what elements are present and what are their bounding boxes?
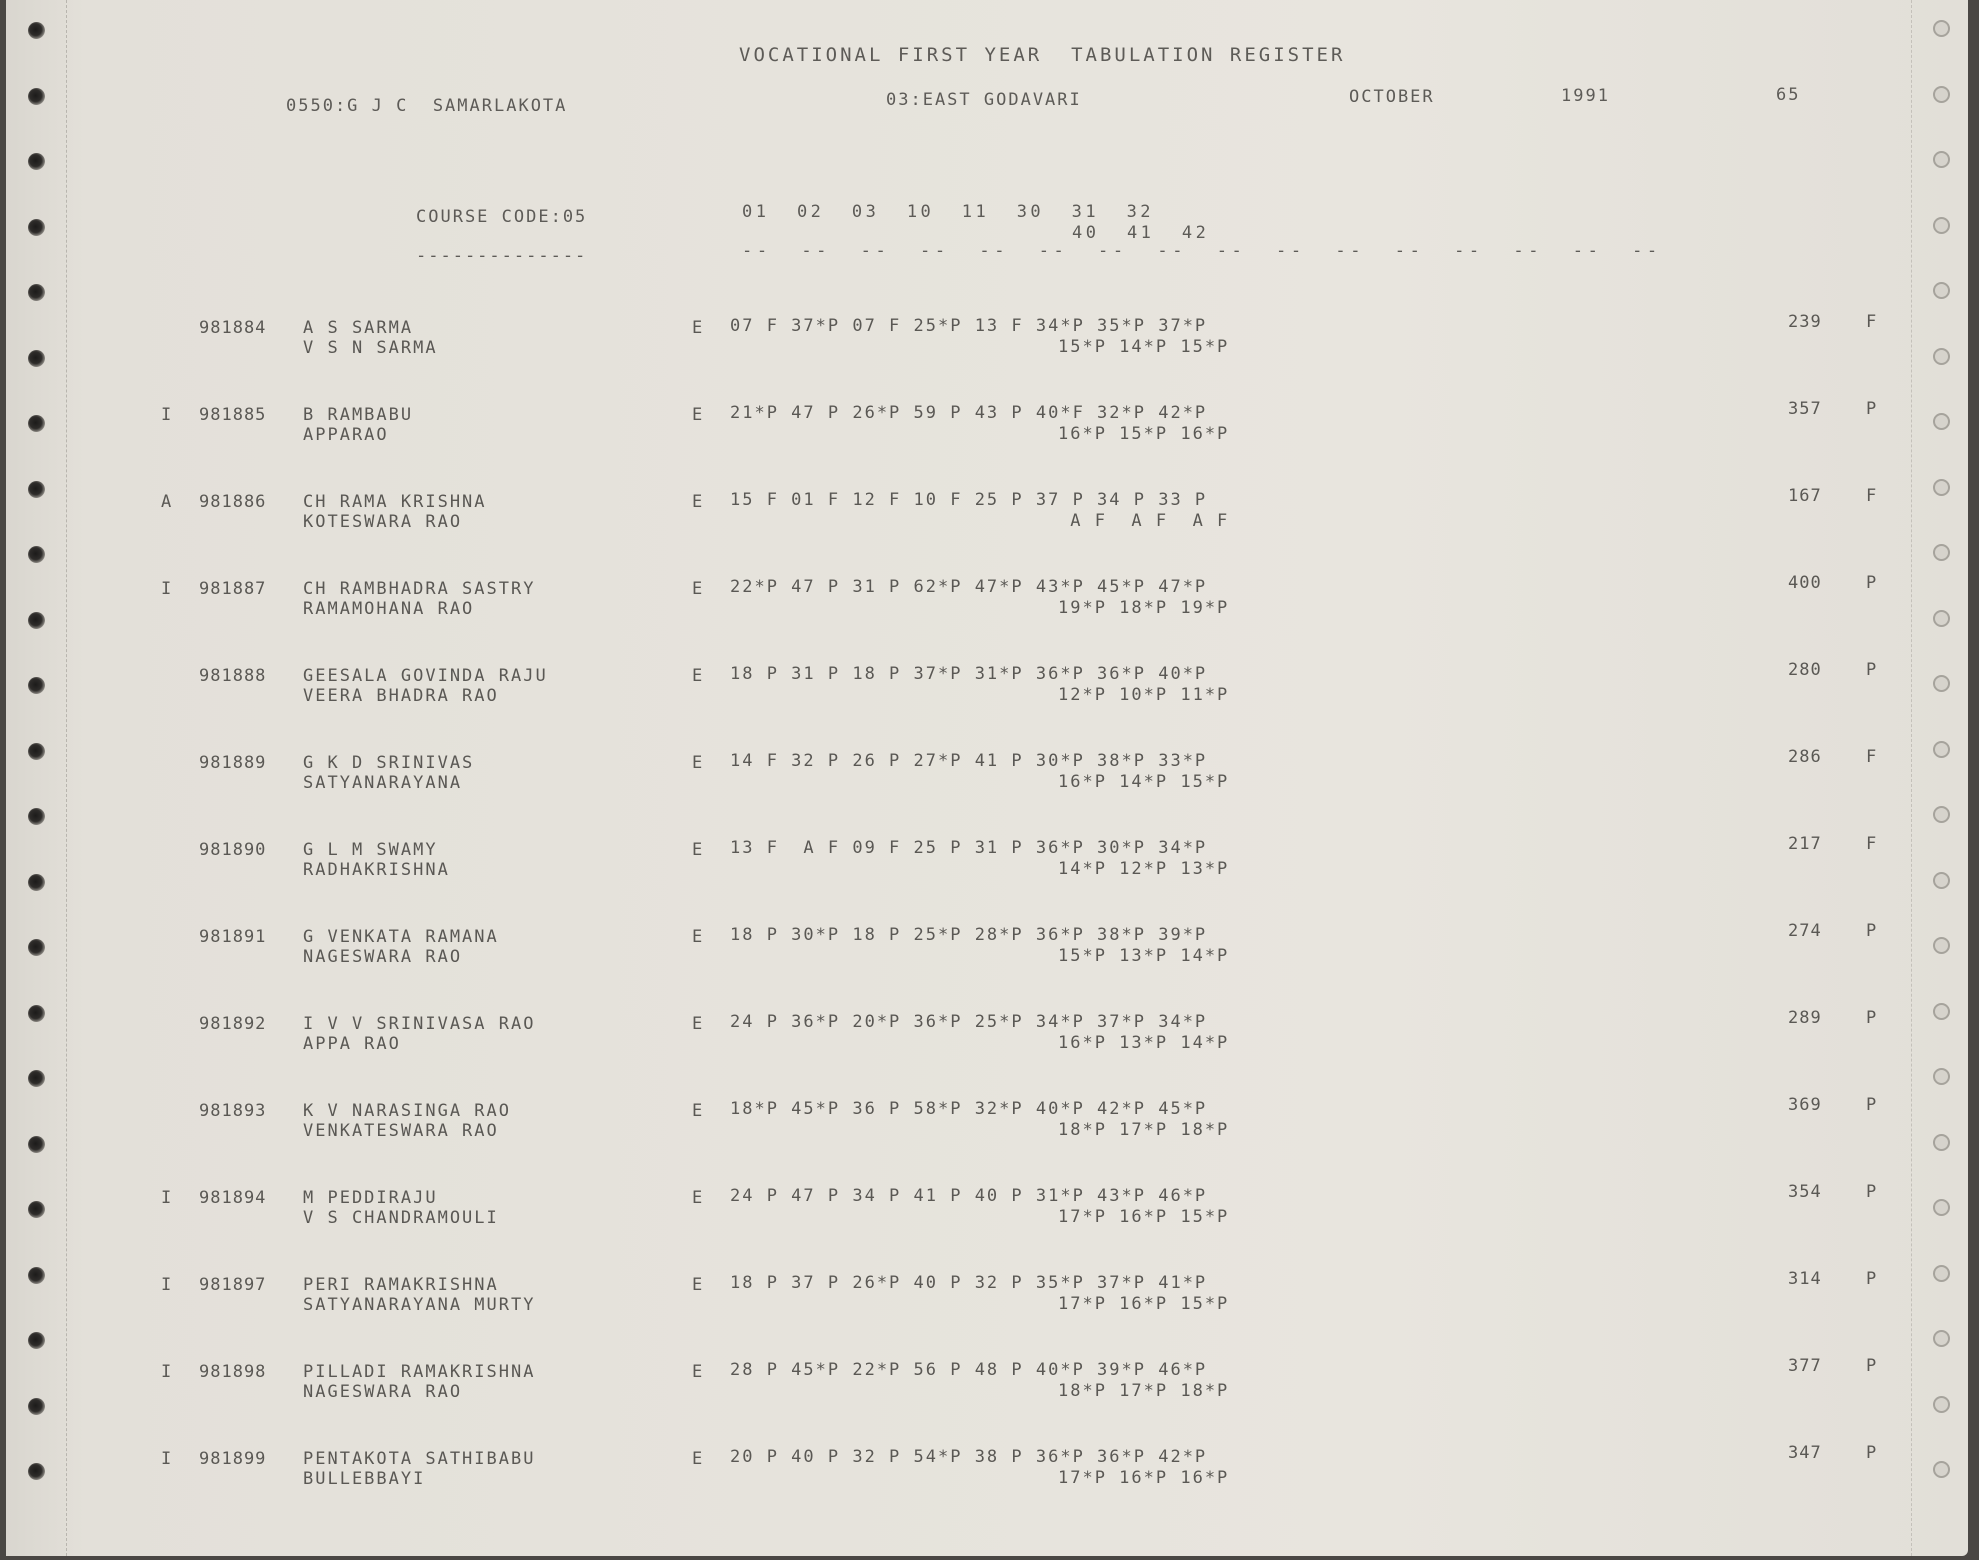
subject-codes-row1: 01 02 03 10 11 30 31 32 bbox=[742, 202, 1155, 222]
register-title: VOCATIONAL FIRST YEAR TABULATION REGISTER bbox=[739, 44, 1346, 66]
total-marks: 239 bbox=[1788, 312, 1822, 332]
student-flag: I bbox=[161, 1188, 173, 1208]
sprocket-hole-right bbox=[1933, 1068, 1950, 1085]
medium-code: E bbox=[692, 318, 704, 338]
sprocket-hole-right bbox=[1933, 1330, 1950, 1347]
sprocket-hole-left bbox=[28, 219, 45, 236]
medium-code: E bbox=[692, 1275, 704, 1295]
marks-row2: 15*P 13*P 14*P bbox=[1058, 946, 1230, 966]
total-marks: 289 bbox=[1788, 1008, 1822, 1028]
page-number: 65 bbox=[1776, 85, 1801, 105]
student-name: M PEDDIRAJU bbox=[303, 1188, 438, 1208]
sprocket-hole-left bbox=[28, 1201, 45, 1218]
sprocket-hole-right bbox=[1933, 1265, 1950, 1282]
student-flag: I bbox=[161, 405, 173, 425]
total-marks: 280 bbox=[1788, 660, 1822, 680]
student-name: B RAMBABU bbox=[303, 405, 414, 425]
medium-code: E bbox=[692, 840, 704, 860]
sprocket-hole-right bbox=[1933, 1461, 1950, 1478]
sprocket-hole-right bbox=[1933, 544, 1950, 561]
father-name: APPA RAO bbox=[303, 1034, 401, 1054]
roll-number: 981885 bbox=[199, 405, 267, 425]
father-name: RADHAKRISHNA bbox=[303, 860, 450, 880]
sprocket-hole-left bbox=[28, 1398, 45, 1415]
sprocket-hole-left bbox=[28, 1070, 45, 1087]
father-name: SATYANARAYANA MURTY bbox=[303, 1295, 536, 1315]
student-flag: A bbox=[161, 492, 173, 512]
total-marks: 347 bbox=[1788, 1443, 1822, 1463]
marks-row1: 24 P 36*P 20*P 36*P 25*P 34*P 37*P 34*P bbox=[730, 1012, 1208, 1032]
sprocket-hole-left bbox=[28, 1005, 45, 1022]
father-name: VEERA BHADRA RAO bbox=[303, 686, 499, 706]
marks-row2: A F A F A F bbox=[1058, 511, 1230, 531]
father-name: BULLEBBAYI bbox=[303, 1469, 426, 1489]
medium-code: E bbox=[692, 753, 704, 773]
roll-number: 981891 bbox=[199, 927, 267, 947]
marks-row1: 15 F 01 F 12 F 10 F 25 P 37 P 34 P 33 P bbox=[730, 490, 1208, 510]
roll-number: 981887 bbox=[199, 579, 267, 599]
sprocket-hole-right bbox=[1933, 282, 1950, 299]
student-flag: I bbox=[161, 1449, 173, 1469]
medium-code: E bbox=[692, 1188, 704, 1208]
student-name: CH RAMA KRISHNA bbox=[303, 492, 487, 512]
exam-month: OCTOBER bbox=[1349, 87, 1435, 107]
course-code-underline: -------------- bbox=[416, 246, 588, 266]
sprocket-hole-right bbox=[1933, 86, 1950, 103]
medium-code: E bbox=[692, 1014, 704, 1034]
father-name: NAGESWARA RAO bbox=[303, 947, 463, 967]
student-name: GEESALA GOVINDA RAJU bbox=[303, 666, 548, 686]
father-name: KOTESWARA RAO bbox=[303, 512, 463, 532]
marks-row2: 14*P 12*P 13*P bbox=[1058, 859, 1230, 879]
roll-number: 981898 bbox=[199, 1362, 267, 1382]
sprocket-hole-right bbox=[1933, 479, 1950, 496]
result-status: P bbox=[1866, 399, 1878, 419]
result-status: P bbox=[1866, 573, 1878, 593]
sprocket-hole-right bbox=[1933, 348, 1950, 365]
father-name: RAMAMOHANA RAO bbox=[303, 599, 475, 619]
student-flag: I bbox=[161, 1275, 173, 1295]
marks-row1: 14 F 32 P 26 P 27*P 41 P 30*P 38*P 33*P bbox=[730, 751, 1208, 771]
sprocket-hole-right bbox=[1933, 151, 1950, 168]
marks-row2: 16*P 13*P 14*P bbox=[1058, 1033, 1230, 1053]
marks-row2: 17*P 16*P 16*P bbox=[1058, 1468, 1230, 1488]
medium-code: E bbox=[692, 1449, 704, 1469]
medium-code: E bbox=[692, 927, 704, 947]
medium-code: E bbox=[692, 405, 704, 425]
student-name: PERI RAMAKRISHNA bbox=[303, 1275, 499, 1295]
sprocket-hole-right bbox=[1933, 741, 1950, 758]
sprocket-hole-left bbox=[28, 88, 45, 105]
marks-row2: 16*P 15*P 16*P bbox=[1058, 424, 1230, 444]
student-flag: I bbox=[161, 1362, 173, 1382]
student-flag: I bbox=[161, 579, 173, 599]
total-marks: 314 bbox=[1788, 1269, 1822, 1289]
sprocket-hole-left bbox=[28, 677, 45, 694]
marks-row2: 17*P 16*P 15*P bbox=[1058, 1207, 1230, 1227]
marks-row1: 28 P 45*P 22*P 56 P 48 P 40*P 39*P 46*P bbox=[730, 1360, 1208, 1380]
student-name: PENTAKOTA SATHIBABU bbox=[303, 1449, 536, 1469]
result-status: P bbox=[1866, 1356, 1878, 1376]
sprocket-hole-left bbox=[28, 481, 45, 498]
result-status: P bbox=[1866, 1008, 1878, 1028]
student-name: K V NARASINGA RAO bbox=[303, 1101, 511, 1121]
marks-row1: 18 P 31 P 18 P 37*P 31*P 36*P 36*P 40*P bbox=[730, 664, 1208, 684]
marks-row1: 13 F A F 09 F 25 P 31 P 36*P 30*P 34*P bbox=[730, 838, 1208, 858]
roll-number: 981888 bbox=[199, 666, 267, 686]
total-marks: 286 bbox=[1788, 747, 1822, 767]
roll-number: 981889 bbox=[199, 753, 267, 773]
sprocket-hole-right bbox=[1933, 806, 1950, 823]
marks-row2: 12*P 10*P 11*P bbox=[1058, 685, 1230, 705]
roll-number: 981897 bbox=[199, 1275, 267, 1295]
sprocket-hole-left bbox=[28, 874, 45, 891]
medium-code: E bbox=[692, 666, 704, 686]
student-name: PILLADI RAMAKRISHNA bbox=[303, 1362, 536, 1382]
marks-row1: 21*P 47 P 26*P 59 P 43 P 40*F 32*P 42*P bbox=[730, 403, 1208, 423]
medium-code: E bbox=[692, 1101, 704, 1121]
district-name: 03:EAST GODAVARI bbox=[886, 90, 1082, 110]
result-status: P bbox=[1866, 921, 1878, 941]
marks-row1: 18 P 30*P 18 P 25*P 28*P 36*P 38*P 39*P bbox=[730, 925, 1208, 945]
result-status: F bbox=[1866, 486, 1878, 506]
result-status: P bbox=[1866, 1182, 1878, 1202]
medium-code: E bbox=[692, 492, 704, 512]
sprocket-hole-left bbox=[28, 284, 45, 301]
father-name: SATYANARAYANA bbox=[303, 773, 463, 793]
exam-year: 1991 bbox=[1561, 86, 1610, 106]
father-name: V S N SARMA bbox=[303, 338, 438, 358]
result-status: P bbox=[1866, 660, 1878, 680]
sprocket-hole-right bbox=[1933, 413, 1950, 430]
marks-row2: 19*P 18*P 19*P bbox=[1058, 598, 1230, 618]
course-code: COURSE CODE:05 bbox=[416, 207, 588, 227]
total-marks: 217 bbox=[1788, 834, 1822, 854]
sprocket-hole-right bbox=[1933, 675, 1950, 692]
total-marks: 274 bbox=[1788, 921, 1822, 941]
student-name: G VENKATA RAMANA bbox=[303, 927, 499, 947]
roll-number: 981886 bbox=[199, 492, 267, 512]
subject-dash-row: -- -- -- -- -- -- -- -- -- -- -- -- -- -- -- -- bbox=[742, 241, 1662, 261]
printout-sheet bbox=[6, 0, 1968, 1556]
student-name: CH RAMBHADRA SASTRY bbox=[303, 579, 536, 599]
total-marks: 354 bbox=[1788, 1182, 1822, 1202]
father-name: V S CHANDRAMOULI bbox=[303, 1208, 499, 1228]
student-name: G K D SRINIVAS bbox=[303, 753, 475, 773]
marks-row1: 22*P 47 P 31 P 62*P 47*P 43*P 45*P 47*P bbox=[730, 577, 1208, 597]
sprocket-hole-left bbox=[28, 808, 45, 825]
sprocket-hole-left bbox=[28, 546, 45, 563]
total-marks: 369 bbox=[1788, 1095, 1822, 1115]
result-status: F bbox=[1866, 747, 1878, 767]
sprocket-hole-left bbox=[28, 743, 45, 760]
sprocket-hole-right bbox=[1933, 1396, 1950, 1413]
roll-number: 981894 bbox=[199, 1188, 267, 1208]
sprocket-hole-right bbox=[1933, 1003, 1950, 1020]
roll-number: 981884 bbox=[199, 318, 267, 338]
student-name: A S SARMA bbox=[303, 318, 414, 338]
father-name: APPARAO bbox=[303, 425, 389, 445]
total-marks: 167 bbox=[1788, 486, 1822, 506]
result-status: F bbox=[1866, 834, 1878, 854]
roll-number: 981890 bbox=[199, 840, 267, 860]
sprocket-hole-right bbox=[1933, 20, 1950, 37]
marks-row2: 16*P 14*P 15*P bbox=[1058, 772, 1230, 792]
sprocket-hole-right bbox=[1933, 217, 1950, 234]
marks-row2: 15*P 14*P 15*P bbox=[1058, 337, 1230, 357]
result-status: P bbox=[1866, 1269, 1878, 1289]
marks-row1: 18 P 37 P 26*P 40 P 32 P 35*P 37*P 41*P bbox=[730, 1273, 1208, 1293]
medium-code: E bbox=[692, 1362, 704, 1382]
roll-number: 981899 bbox=[199, 1449, 267, 1469]
father-name: NAGESWARA RAO bbox=[303, 1382, 463, 1402]
sprocket-hole-left bbox=[28, 1136, 45, 1153]
result-status: P bbox=[1866, 1443, 1878, 1463]
sprocket-hole-left bbox=[28, 22, 45, 39]
student-name: I V V SRINIVASA RAO bbox=[303, 1014, 536, 1034]
sprocket-hole-left bbox=[28, 612, 45, 629]
marks-row2: 17*P 16*P 15*P bbox=[1058, 1294, 1230, 1314]
sprocket-hole-left bbox=[28, 1463, 45, 1480]
roll-number: 981892 bbox=[199, 1014, 267, 1034]
student-name: G L M SWAMY bbox=[303, 840, 438, 860]
sprocket-hole-right bbox=[1933, 1134, 1950, 1151]
sprocket-hole-left bbox=[28, 350, 45, 367]
marks-row2: 18*P 17*P 18*P bbox=[1058, 1120, 1230, 1140]
sprocket-hole-left bbox=[28, 1332, 45, 1349]
marks-row1: 20 P 40 P 32 P 54*P 38 P 36*P 36*P 42*P bbox=[730, 1447, 1208, 1467]
sprocket-hole-left bbox=[28, 1267, 45, 1284]
sprocket-hole-left bbox=[28, 939, 45, 956]
sprocket-hole-right bbox=[1933, 937, 1950, 954]
sprocket-hole-right bbox=[1933, 872, 1950, 889]
sprocket-hole-left bbox=[28, 415, 45, 432]
total-marks: 377 bbox=[1788, 1356, 1822, 1376]
marks-row1: 18*P 45*P 36 P 58*P 32*P 40*P 42*P 45*P bbox=[730, 1099, 1208, 1119]
marks-row2: 18*P 17*P 18*P bbox=[1058, 1381, 1230, 1401]
sprocket-hole-right bbox=[1933, 1199, 1950, 1216]
medium-code: E bbox=[692, 579, 704, 599]
sprocket-hole-left bbox=[28, 153, 45, 170]
sprocket-hole-right bbox=[1933, 610, 1950, 627]
marks-row1: 24 P 47 P 34 P 41 P 40 P 31*P 43*P 46*P bbox=[730, 1186, 1208, 1206]
father-name: VENKATESWARA RAO bbox=[303, 1121, 499, 1141]
result-status: F bbox=[1866, 312, 1878, 332]
college-name: 0550:G J C SAMARLAKOTA bbox=[286, 96, 568, 116]
subject-codes-row2: 40 41 42 bbox=[1072, 223, 1210, 243]
total-marks: 400 bbox=[1788, 573, 1822, 593]
result-status: P bbox=[1866, 1095, 1878, 1115]
roll-number: 981893 bbox=[199, 1101, 267, 1121]
marks-row1: 07 F 37*P 07 F 25*P 13 F 34*P 35*P 37*P bbox=[730, 316, 1208, 336]
total-marks: 357 bbox=[1788, 399, 1822, 419]
